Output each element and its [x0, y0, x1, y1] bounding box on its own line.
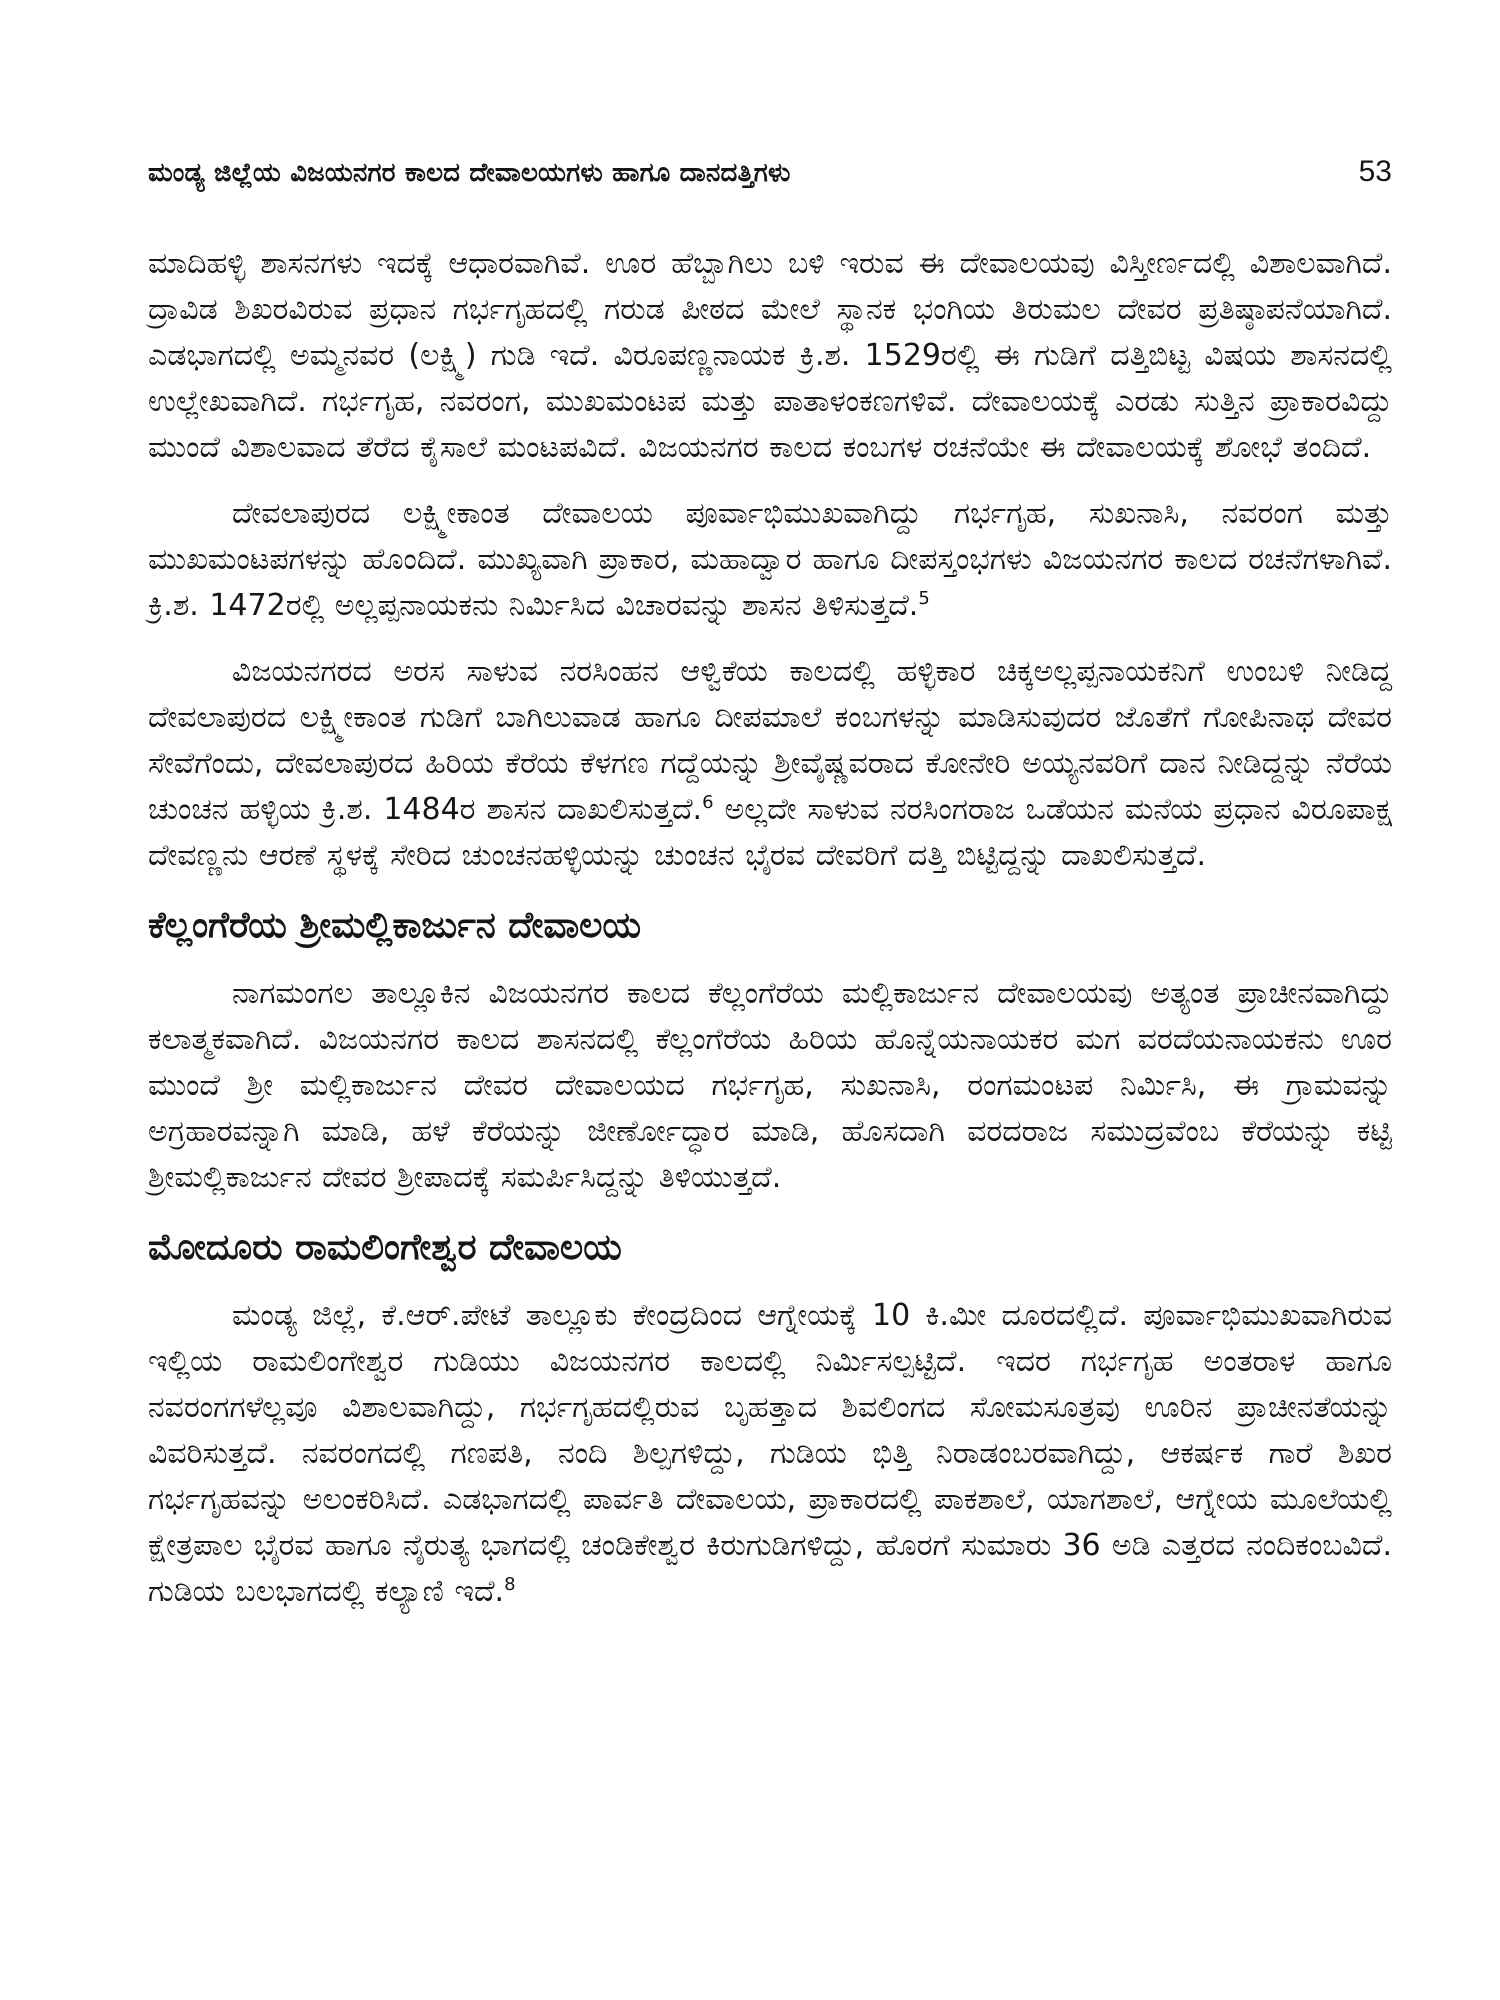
footnote-marker-6: 6: [702, 792, 714, 813]
paragraph-1: ಮಾದಿಹಳ್ಳಿ ಶಾಸನಗಳು ಇದಕ್ಕೆ ಆಧಾರವಾಗಿವೆ. ಊರ ಹೆಬ್ಬಾಗಿಲು ಬಳಿ ಇರುವ ಈ ದೇವಾಲಯವು ವಿಸ್ತೀರ್ಣದಲ್ಲಿ ವಿಶಾಲವಾಗಿದೆ. ದ್ರಾವಿಡ ಶಿಖರವಿರುವ ಪ್ರಧಾನ ಗರ್ಭಗೃಹದಲ್ಲಿ ಗರುಡ ಪೀಠದ ಮೇಲೆ ಸ್ಥಾನಕ ಭಂಗಿಯ ತಿರುಮಲ ದೇವರ ಪ್ರತಿಷ್ಠಾಪನೆಯಾಗಿದೆ. ಎಡಭಾಗದಲ್ಲಿ ಅಮ್ಮನವರ (ಲಕ್ಷ್ಮಿ) ಗುಡಿ ಇದೆ. ವಿರೂಪಣ್ಣನಾಯಕ ಕ್ರಿ.ಶ. 1529ರಲ್ಲಿ ಈ ಗುಡಿಗೆ ದತ್ತಿಬಿಟ್ಟ ವಿಷಯ ಶಾಸನದಲ್ಲಿ ಉಲ್ಲೇಖವಾಗಿದೆ. ಗರ್ಭಗೃಹ, ನವರಂಗ, ಮುಖಮಂಟಪ ಮತ್ತು ಪಾತಾಳಂಕಣಗಳಿವೆ. ದೇವಾಲಯಕ್ಕೆ ಎರಡು ಸುತ್ತಿನ ಪ್ರಾಕಾರವಿದ್ದು ಮುಂದೆ ವಿಶಾಲವಾದ ತೆರೆದ ಕೈಸಾಲೆ ಮಂಟಪವಿದೆ. ವಿಜಯನಗರ ಕಾಲದ ಕಂಬಗಳ ರಚನೆಯೇ ಈ ದೇವಾಲಯಕ್ಕೆ ಶೋಭೆ ತಂದಿದೆ.: [148, 246, 1392, 465]
paragraph-4: ನಾಗಮಂಗಲ ತಾಲ್ಲೂಕಿನ ವಿಜಯನಗರ ಕಾಲದ ಕೆಲ್ಲಂಗೆರೆಯ ಮಲ್ಲಿಕಾರ್ಜುನ ದೇವಾಲಯವು ಅತ್ಯಂತ ಪ್ರಾಚೀನವಾಗಿದ್ದು ಕಲಾತ್ಮಕವಾಗಿದೆ. ವಿಜಯನಗರ ಕಾಲದ ಶಾಸನದಲ್ಲಿ ಕೆಲ್ಲಂಗೆರೆಯ ಹಿರಿಯ ಹೊನ್ನೆಯನಾಯಕರ ಮಗ ವರದೆಯನಾಯಕನು ಊರ ಮುಂದೆ ಶ್ರೀ ಮಲ್ಲಿಕಾರ್ಜುನ ದೇವರ ದೇವಾಲಯದ ಗರ್ಭಗೃಹ, ಸುಖನಾಸಿ, ರಂಗಮಂಟಪ ನಿರ್ಮಿಸಿ, ಈ ಗ್ರಾಮವನ್ನು ಅಗ್ರಹಾರವನ್ನಾಗಿ ಮಾಡಿ, ಹಳೆ ಕೆರೆಯನ್ನು ಜೀರ್ಣೋದ್ಧಾರ ಮಾಡಿ, ಹೊಸದಾಗಿ ವರದರಾಜ ಸಮುದ್ರವೆಂಬ ಕೆರೆಯನ್ನು ಕಟ್ಟಿ ಶ್ರೀಮಲ್ಲಿಕಾರ್ಜುನ ದೇವರ ಶ್ರೀಪಾದಕ್ಕೆ ಸಮರ್ಪಿಸಿದ್ದನ್ನು ತಿಳಿಯುತ್ತದೆ.: [148, 976, 1392, 1195]
paragraph-5-text: ಮಂಡ್ಯ ಜಿಲ್ಲೆ, ಕೆ.ಆರ್.ಪೇಟೆ ತಾಲ್ಲೂಕು ಕೇಂದ್ರದಿಂದ ಆಗ್ನೇಯಕ್ಕೆ 10 ಕಿ.ಮೀ ದೂರದಲ್ಲಿದೆ. ಪೂರ್ವಾಭಿಮುಖವಾಗಿರುವ ಇಲ್ಲಿಯ ರಾಮಲಿಂಗೇಶ್ವರ ಗುಡಿಯು ವಿಜಯನಗರ ಕಾಲದಲ್ಲಿ ನಿರ್ಮಿಸಲ್ಪಟ್ಟಿದೆ. ಇದರ ಗರ್ಭಗೃಹ ಅಂತರಾಳ ಹಾಗೂ ನವರಂಗಗಳೆಲ್ಲವೂ ವಿಶಾಲವಾಗಿದ್ದು, ಗರ್ಭಗೃಹದಲ್ಲಿರುವ ಬೃಹತ್ತಾದ ಶಿವಲಿಂಗದ ಸೋಮಸೂತ್ರವು ಊರಿನ ಪ್ರಾಚೀನತೆಯನ್ನು ವಿವರಿಸುತ್ತದೆ. ನವರಂಗದಲ್ಲಿ ಗಣಪತಿ, ನಂದಿ ಶಿಲ್ಪಗಳಿದ್ದು, ಗುಡಿಯ ಭಿತ್ತಿ ನಿರಾಡಂಬರವಾಗಿದ್ದು, ಆಕರ್ಷಕ ಗಾರೆ ಶಿಖರ ಗರ್ಭಗೃಹವನ್ನು ಅಲಂಕರಿಸಿದೆ. ಎಡಭಾಗದಲ್ಲಿ ಪಾರ್ವತಿ ದೇವಾಲಯ, ಪ್ರಾಕಾರದಲ್ಲಿ ಪಾಕಶಾಲೆ, ಯಾಗಶಾಲೆ, ಆಗ್ನೇಯ ಮೂಲೆಯಲ್ಲಿ ಕ್ಷೇತ್ರಪಾಲ ಭೈರವ ಹಾಗೂ ನೈರುತ್ಯ ಭಾಗದಲ್ಲಿ ಚಂಡಿಕೇಶ್ವರ ಕಿರುಗುಡಿಗಳಿದ್ದು, ಹೊರಗೆ ಸುಮಾರು 36 ಅಡಿ ಎತ್ತರದ ನಂದಿಕಂಬವಿದೆ. ಗುಡಿಯ ಬಲಭಾಗದಲ್ಲಿ ಕಲ್ಯಾಣಿ ಇದೆ.: [148, 1298, 1392, 1609]
section-heading-kellangere: ಕೆಲ್ಲಂಗೆರೆಯ ಶ್ರೀಮಲ್ಲಿಕಾರ್ಜುನ ದೇವಾಲಯ: [148, 905, 642, 946]
section-heading-modur: ಮೋದೂರು ರಾಮಲಿಂಗೇಶ್ವರ ದೇವಾಲಯ: [148, 1227, 622, 1268]
footnote-marker-8: 8: [504, 1574, 516, 1595]
running-header: [148, 155, 1392, 189]
running-title: ಮಂಡ್ಯ ಜಿಲ್ಲೆಯ ವಿಜಯನಗರ ಕಾಲದ ದೇವಾಲಯಗಳು ಹಾಗೂ ದಾನದತ್ತಿಗಳು: [148, 158, 791, 188]
paragraph-2: [148, 491, 1392, 629]
page-number: 53: [1358, 155, 1392, 188]
paragraph-2-text: ದೇವಲಾಪುರದ ಲಕ್ಷ್ಮೀಕಾಂತ ದೇವಾಲಯ ಪೂರ್ವಾಭಿಮುಖವಾಗಿದ್ದು ಗರ್ಭಗೃಹ, ಸುಖನಾಸಿ, ನವರಂಗ ಮತ್ತು ಮುಖಮಂಟಪಗಳನ್ನು ಹೊಂದಿದೆ. ಮುಖ್ಯವಾಗಿ ಪ್ರಾಕಾರ, ಮಹಾದ್ವಾರ ಹಾಗೂ ದೀಪಸ್ತಂಭಗಳು ವಿಜಯನಗರ ಕಾಲದ ರಚನೆಗಳಾಗಿವೆ. ಕ್ರಿ.ಶ. 1472ರಲ್ಲಿ ಅಲ್ಲಪ್ಪನಾಯಕನು ನಿರ್ಮಿಸಿದ ವಿಚಾರವನ್ನು ಶಾಸನ ತಿಳಿಸುತ್ತದೆ.: [148, 496, 1392, 623]
paragraph-3-continuation: ಅಲ್ಲದೇ ಸಾಳುವ ನರಸಿಂಗರಾಜ ಒಡೆಯನ ಮನೆಯ ಪ್ರಧಾನ ವಿರೂಪಾಕ್ಷ ದೇವಣ್ಣನು ಆರಣೆ ಸ್ಥಳಕ್ಕೆ ಸೇರಿದ ಚುಂಚನಹಳ್ಳಿಯನ್ನು ಚುಂಚನ ಭೈರವ ದೇವರಿಗೆ ದತ್ತಿ ಬಿಟ್ಟಿದ್ದನ್ನು ದಾಖಲಿಸುತ್ತದೆ.: [148, 792, 1392, 873]
paragraph-5: [148, 1293, 1392, 1615]
paragraph-3: [148, 649, 1392, 879]
footnote-marker-5: 5: [918, 588, 930, 609]
paragraph-3-text: ವಿಜಯನಗರದ ಅರಸ ಸಾಳುವ ನರಸಿಂಹನ ಆಳ್ವಿಕೆಯ ಕಾಲದಲ್ಲಿ ಹಳ್ಳಿಕಾರ ಚಿಕ್ಕಅಲ್ಲಪ್ಪನಾಯಕನಿಗೆ ಉಂಬಳಿ ನೀಡಿದ್ದ ದೇವಲಾಪುರದ ಲಕ್ಷ್ಮೀಕಾಂತ ಗುಡಿಗೆ ಬಾಗಿಲುವಾಡ ಹಾಗೂ ದೀಪಮಾಲೆ ಕಂಬಗಳನ್ನು ಮಾಡಿಸುವುದರ ಜೊತೆಗೆ ಗೋಪಿನಾಥ ದೇವರ ಸೇವೆಗೆಂದು, ದೇವಲಾಪುರದ ಹಿರಿಯ ಕೆರೆಯ ಕೆಳಗಣ ಗದ್ದೆಯನ್ನು ಶ್ರೀವೈಷ್ಣವರಾದ ಕೋನೇರಿ ಅಯ್ಯನವರಿಗೆ ದಾನ ನೀಡಿದ್ದನ್ನು ನೆರೆಯ ಚುಂಚನ ಹಳ್ಳಿಯ ಕ್ರಿ.ಶ. 1484ರ ಶಾಸನ ದಾಖಲಿಸುತ್ತದೆ.: [148, 654, 1392, 827]
